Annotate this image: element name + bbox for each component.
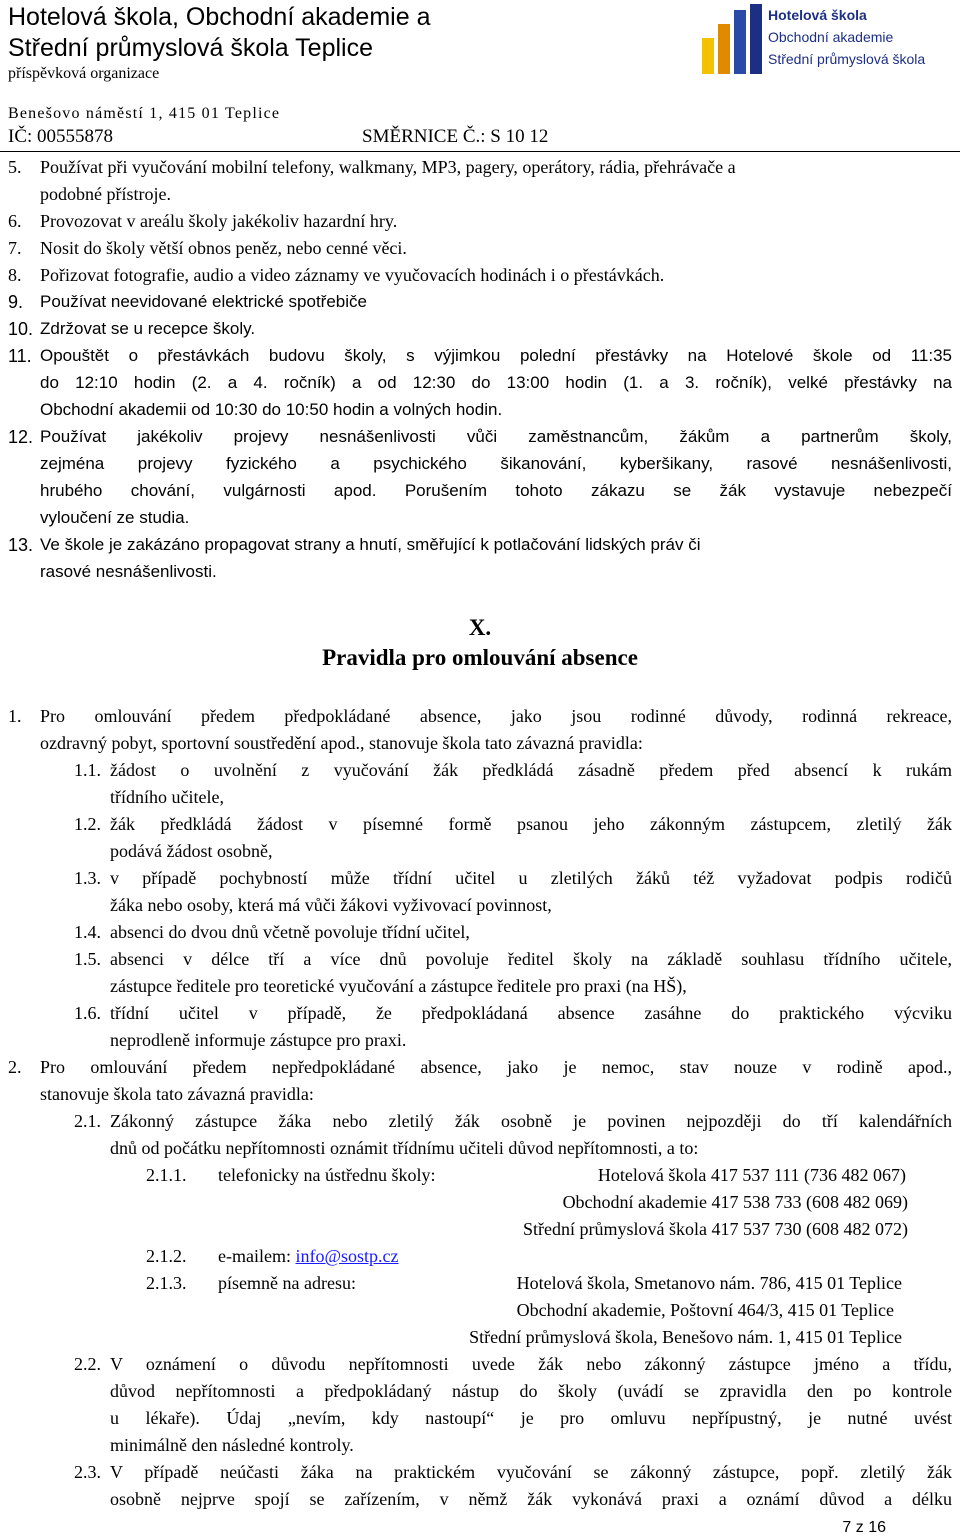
contact-method-label: e-mailem: xyxy=(218,1246,291,1266)
header-divider xyxy=(0,151,960,152)
item-number: 10. xyxy=(8,319,34,339)
subsub-number: 2.1.3. xyxy=(146,1273,187,1293)
item-text: rasové nesnášenlivosti. xyxy=(40,562,217,581)
page-number: 7 z 16 xyxy=(842,1519,886,1536)
item-text: Zdržovat se u recepce školy. xyxy=(40,319,256,338)
item-number: 6. xyxy=(8,211,22,231)
sub-number: 1.5. xyxy=(74,949,101,969)
sub-text: důvod nepřítomnosti a předpokládaný nástup do školy (uvádí se zpravidla den po kontrole xyxy=(110,1381,952,1401)
sub-text: žádost o uvolnění z vyučování žák předkládá zásadně předem před absencí k rukám xyxy=(110,760,952,780)
item-number: 5. xyxy=(8,157,22,177)
item-text: Používat jakékoliv projevy nesnášenlivosti vůči zaměstnancům, žákům a partnerům školy, xyxy=(40,427,952,446)
sub-text: u lékaře). Údaj „nevím, kdy nastoupí“ je pro omluvu nepřípustný, je nutné uvést xyxy=(110,1408,952,1428)
address-line: Střední průmyslová škola, Benešovo nám. 1, 415 01 Teplice xyxy=(469,1327,902,1347)
sub-text: zástupce ředitele pro teoretické vyučování a zástupce ředitele pro praxi (na HŠ), xyxy=(110,976,687,996)
item-text: Opouštět o přestávkách budovu školy, s výjimkou polední přestávky na Hotelové škole od 11:35 xyxy=(40,346,952,365)
item-text: Používat neevidované elektrické spotřebiče xyxy=(40,292,367,311)
address-line: Obchodní akademie, Poštovní 464/3, 415 01 Teplice xyxy=(516,1300,894,1320)
item-text: Pořizovat fotografie, audio a video záznamy ve vyučovacích hodinách i o přestávkách. xyxy=(40,265,665,285)
sub-text: žák předkládá žádost v písemné formě psanou jeho zákonným zástupcem, zletilý žák xyxy=(110,814,952,834)
phone-line: Hotelová škola 417 537 111 (736 482 067) xyxy=(597,1165,906,1185)
item-text: vyloučení ze studia. xyxy=(40,508,190,527)
rule-number: 1. xyxy=(8,706,22,726)
rule-text: Pro omlouvání předem předpokládané absence, jako jsou rodinné důvody, rodinná rekreace, xyxy=(40,706,952,726)
sub-text: V oznámení o důvodu nepřítomnosti uvede žák nebo zákonný zástupce jméno a třídu, xyxy=(110,1354,952,1374)
contact-method-label: písemně na adresu: xyxy=(218,1273,356,1293)
rule-number: 2. xyxy=(8,1057,22,1077)
sub-number: 1.6. xyxy=(74,1003,101,1023)
item-number: 7. xyxy=(8,238,22,258)
sub-number: 1.2. xyxy=(74,814,101,834)
item-text: Používat při vyučování mobilní telefony, walkmany, MP3, pagery, operátory, rádia, přehrávače a xyxy=(40,157,736,177)
item-number: 9. xyxy=(8,292,24,312)
subsub-number: 2.1.1. xyxy=(146,1165,187,1185)
sub-text: minimálně den následné kontroly. xyxy=(110,1435,354,1455)
rule-text: ozdravný pobyt, sportovní soustředění apod., stanovuje škola tato závazná pravidla: xyxy=(40,733,643,753)
school-logo xyxy=(700,4,956,74)
item-text: Provozovat v areálu školy jakékoliv hazardní hry. xyxy=(40,211,398,231)
email-row xyxy=(218,1245,399,1267)
item-text: do 12:10 hodin (2. a 4. ročník) a od 12:30 do 13:00 hodin (1. a 3. ročník), velké přestávky na xyxy=(40,373,952,392)
item-number: 12. xyxy=(8,427,34,447)
logo-text-hotel: Hotelová škola xyxy=(768,7,867,23)
sub-text: absenci do dvou dnů včetně povoluje třídní učitel, xyxy=(110,922,470,942)
logo-text-oa: Obchodní akademie xyxy=(768,29,894,45)
item-text: Nosit do školy větší obnos peněz, nebo cenné věci. xyxy=(40,238,407,258)
sub-text: podává žádost osobně, xyxy=(110,841,273,861)
school-name-line1: Hotelová škola, Obchodní akademie a xyxy=(8,3,431,31)
phone-line: Střední průmyslová škola 417 537 730 (608 482 072) xyxy=(523,1219,908,1239)
subsub-number: 2.1.2. xyxy=(146,1246,187,1266)
sub-text: neprodleně informuje zástupce pro praxi. xyxy=(110,1030,407,1050)
directive-number: SMĚRNICE Č.: S 10 12 xyxy=(362,126,549,147)
section-title: Pravidla pro omlouvání absence xyxy=(322,645,638,670)
contact-method-label: telefonicky na ústřednu školy: xyxy=(218,1165,436,1185)
sub-text: absenci v délce tří a více dnů povoluje ředitel školy na základě souhlasu třídního učitele, xyxy=(110,949,952,969)
school-address: Benešovo náměstí 1, 415 01 Teplice xyxy=(8,105,281,122)
sub-text: V případě neúčasti žáka na praktickém vyučování se zákonný zástupce, popř. zletilý žák xyxy=(110,1462,952,1482)
item-text: hrubého chování, vulgárnosti apod. Porušením tohoto zákazu se žák vystavuje nebezpečí xyxy=(40,481,952,500)
sub-text: dnů od počátku nepřítomnosti oznámit třídnímu učiteli důvod nepřítomnosti, a to: xyxy=(110,1138,699,1158)
company-id: IČ: 00555878 xyxy=(8,126,114,147)
item-text: zejména projevy fyzického a psychického šikanování, kyberšikany, rasové nesnášenlivosti, xyxy=(40,454,952,473)
sub-number: 2.2. xyxy=(74,1354,101,1374)
sub-text: třídní učitel v případě, že předpokládaná absence zasáhne do praktického výcviku xyxy=(110,1003,952,1023)
item-text: podobné přístroje. xyxy=(40,184,171,204)
sub-text: třídního učitele, xyxy=(110,787,224,807)
item-number: 11. xyxy=(8,346,32,366)
sub-text: v případě pochybností může třídní učitel u zletilých žáků též vyžadovat podpis rodičů xyxy=(110,868,952,888)
logo-bars-icon xyxy=(700,4,770,74)
item-number: 13. xyxy=(8,535,34,555)
section-number: X. xyxy=(468,615,492,640)
sub-number: 1.4. xyxy=(74,922,101,942)
rule-text: stanovuje škola tato závazná pravidla: xyxy=(40,1084,314,1104)
logo-text-sps: Střední průmyslová škola xyxy=(768,51,926,67)
item-text: Ve škole je zakázáno propagovat strany a hnutí, směřující k potlačování lidských práv či xyxy=(40,535,701,554)
sub-text: žáka nebo osoby, která má vůči žákovi vyživovací povinnost, xyxy=(110,895,552,915)
organization-type: příspěvková organizace xyxy=(8,65,160,82)
rule-text: Pro omlouvání předem nepředpokládané absence, jako je nemoc, stav nouze v rodině apod., xyxy=(40,1057,952,1077)
email-link[interactable]: info@sostp.cz xyxy=(295,1246,399,1266)
sub-text: osobně nejprve spojí se zařízením, v němž žák vykonává praxi a oznámí důvod a délku xyxy=(110,1489,952,1509)
address-line: Hotelová škola, Smetanovo nám. 786, 415 01 Teplice xyxy=(516,1273,902,1293)
phone-line: Obchodní akademie 417 538 733 (608 482 069) xyxy=(562,1192,908,1212)
sub-text: Zákonný zástupce žáka nebo zletilý žák osobně je povinen nejpozději do tří kalendářních xyxy=(110,1111,952,1131)
item-number: 8. xyxy=(8,265,22,285)
sub-number: 2.3. xyxy=(74,1462,101,1482)
item-text: Obchodní akademii od 10:30 do 10:50 hodin a volných hodin. xyxy=(40,400,503,419)
sub-number: 2.1. xyxy=(74,1111,101,1131)
school-name-line2: Střední průmyslová škola Teplice xyxy=(8,34,373,62)
sub-number: 1.3. xyxy=(74,868,101,888)
sub-number: 1.1. xyxy=(74,760,101,780)
